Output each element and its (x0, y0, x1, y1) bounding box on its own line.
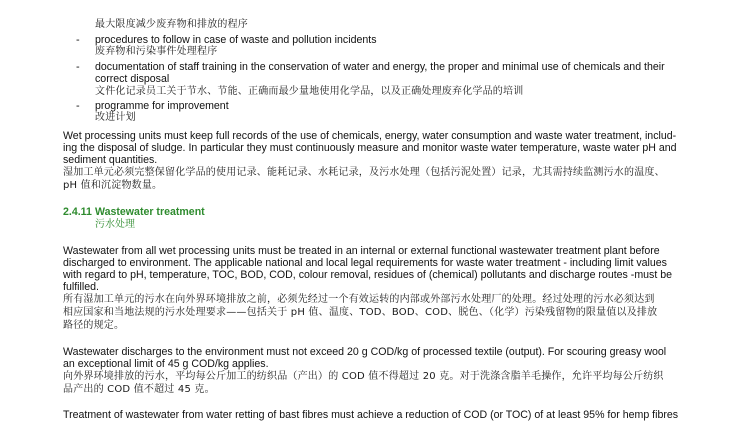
list-item-0-zh: 最大限度减少废弃物和排放的程序 (95, 19, 248, 30)
paragraph-1-zh-line-2: pH 值和沉淀物数量。 (63, 180, 163, 191)
paragraph-3-en-line-1: Wastewater discharges to the environment must not exceed 20 g COD/kg of processed textile (output). For scouring greasy wool (63, 346, 667, 358)
paragraph-2-en-line-2: discharged to environment. The applicable national and local legal requirements for waste water treatment - including limit values (63, 257, 667, 269)
paragraph-2-en-line-3: with regard to pH, temperature, TOC, BOD, COD, colour removal, residues of (chemical) pollutants and discharge routes -must be (63, 269, 673, 281)
list-dash: - (76, 34, 80, 46)
section-title-zh: 污水处理 (95, 219, 135, 230)
paragraph-1-en-line-3: sediment quantities. (63, 154, 158, 166)
list-item-3-zh: 改进计划 (95, 112, 136, 123)
list-item-2-zh: 文件化记录员工关于节水、节能、正确而最少量地使用化学品，以及正确处理废弃化学品的培训 (95, 86, 524, 97)
paragraph-2-zh-line-2: 相应国家和当地法规的污水处理要求——包括关于 pH 值、温度、TOD、BOD、COD、脱色、（化学）污染残留物的限量值以及排放 (63, 307, 658, 318)
paragraph-3-zh-line-1: 向外界环境排放的污水，平均每公斤加工的纺织品（产出）的 COD 值不得超过 20 克。对于洗涤含脂羊毛操作，允许平均每公斤纺织 (63, 371, 664, 382)
list-dash: - (76, 100, 80, 112)
paragraph-3-en-line-2: an exceptional limit of 45 g COD/kg applies. (63, 358, 269, 370)
list-item-1-en: procedures to follow in case of waste and pollution incidents (95, 34, 377, 46)
list-item-2-en-line-2: correct disposal (95, 73, 170, 85)
paragraph-2-en-line-1: Wastewater from all wet processing units must be treated in an internal or external functional wastewater treatment plant before (63, 245, 660, 257)
section-title: Wastewater treatment (95, 206, 205, 218)
paragraph-1-zh-line-1: 湿加工单元必须完整保留化学品的使用记录、能耗记录、水耗记录，及污水处理（包括污泥处置）记录，尤其需持续监测污水的温度、 (63, 167, 665, 178)
list-item-1-zh: 废弃物和污染事件处理程序 (95, 46, 218, 57)
paragraph-2-zh-line-3: 路径的规定。 (63, 320, 125, 331)
paragraph-1-en-line-2: ing the disposal of sludge. In particular they must continuously measure and monitor waste water temperature, waste water pH and (63, 142, 677, 154)
paragraph-2-en-line-4: fulfilled. (63, 281, 99, 293)
list-item-2-en-line-1: documentation of staff training in the conservation of water and energy, the proper and minimal use of chemicals and their (95, 61, 665, 73)
list-item-3-en: programme for improvement (95, 100, 229, 112)
section-number: 2.4.11 (63, 206, 92, 218)
paragraph-2-zh-line-1: 所有湿加工单元的污水在向外界环境排放之前，必须先经过一个有效运转的内部或外部污水处理厂的处理。经过处理的污水必须达到 (63, 294, 655, 305)
paragraph-3-zh-line-2: 品产出的 COD 值不超过 45 克。 (63, 384, 215, 395)
paragraph-1-en-line-1: Wet processing units must keep full records of the use of chemicals, energy, water consumption and waste water treatment, includ- (63, 130, 677, 142)
paragraph-4-en-line-1: Treatment of wastewater from water retting of bast fibres must achieve a reduction of COD (or TOC) of at least 95% for hemp fibres (63, 409, 679, 421)
list-dash: - (76, 61, 80, 73)
